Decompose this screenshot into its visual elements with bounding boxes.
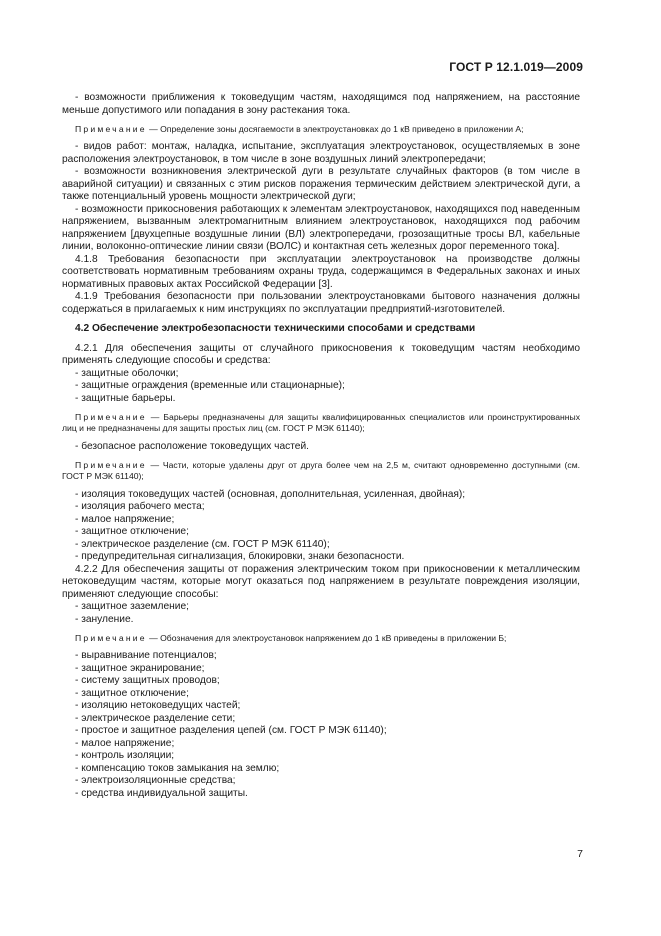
list-item: - изоляция рабочего места; <box>75 501 205 513</box>
list-item: - защитные оболочки; <box>75 367 179 379</box>
list-item: - электрическое разделение (см. ГОСТ Р МЭК 61140); <box>75 538 330 550</box>
paragraph: - возможности прикосновения работающих к элементам электроустановок, находящихся под наведенным напряжением, вызванным электромагнитным влиянием электроустановок, находящихся под рабочим напряжением [двухцепные воздушные линии (ВЛ) электропередачи, грозозащитные тросы ВЛ, кабельные линии, волоконно-оптические линии связи (ВОЛС) и контактная сеть железных дорог переменного тока]. <box>62 203 580 253</box>
paragraph: - возможности возникновения электрической дуги в результате случайных факторов (в том числе в аварийной ситуации) и связанных с этим рисков поражения термическим действием электрической дуги, а также потенциальный уровень мощности электрической дуги; <box>62 166 580 203</box>
note-label: Примечание <box>75 412 147 423</box>
note-label: Примечание <box>75 633 147 644</box>
paragraph: 4.1.8 Требования безопасности при эксплуатации электроустановок на производстве должны соответствовать нормативным требованиям охраны труда, содержащимся в Федеральных законах и иных нормативных правовых актах Российской Федерации [3]. <box>62 253 580 290</box>
list-item: - предупредительная сигнализация, блокировки, знаки безопасности. <box>75 551 405 563</box>
note-text: Обозначения для электроустановок напряжением до 1 кВ приведены в приложении Б; <box>160 633 507 644</box>
list-item: - защитные ограждения (временные или стационарные); <box>75 380 345 392</box>
note-paragraph: Примечание — Части, которые удалены друг от друга более чем на 2,5 м, считают одновременно доступными (см. ГОСТ Р МЭК 61140); <box>62 460 580 482</box>
list-item: - простое и защитное разделения цепей (см. ГОСТ Р МЭК 61140); <box>75 725 387 737</box>
document-body <box>62 92 580 800</box>
paragraph: - возможности приближения к токоведущим частям, находящимся под напряжением, на расстояние меньше допустимого или попадания в зону растекания тока. <box>62 92 580 116</box>
paragraph: 4.2.2 Для обеспечения защиты от поражения электрическим током при прикосновении к металлическим нетоковедущим частям, которые могут оказаться под напряжением в результате повреждения изоляции, применяют следующие способы: <box>62 563 580 600</box>
list-item: - защитные барьеры. <box>75 392 176 404</box>
list-item: - выравнивание потенциалов; <box>75 650 217 662</box>
list-item: - безопасное расположение токоведущих частей. <box>75 440 309 452</box>
note-paragraph: Примечание — Определение зоны досягаемости в электроустановках до 1 кВ приведено в приложении А; <box>75 124 524 134</box>
page-number: 7 <box>577 848 583 860</box>
list-item: - контроль изоляции; <box>75 750 175 762</box>
standard-header: ГОСТ Р 12.1.019—2009 <box>449 60 583 74</box>
list-item: - компенсацию токов замыкания на землю; <box>75 762 280 774</box>
list-item: - изоляция токоведущих частей (основная, дополнительная, усиленная, двойная); <box>75 488 466 500</box>
list-item: - защитное экранирование; <box>75 662 205 674</box>
list-item: - электроизоляционные средства; <box>75 775 236 787</box>
note-label: Примечание <box>75 124 147 134</box>
note-text: Барьеры предназначены для защиты квалифицированных специалистов или проинструктированных лиц и не предназначены для защиты простых лиц (см. ГОСТ Р МЭК 61140); <box>62 412 580 434</box>
list-item: - изоляцию нетоковедущих частей; <box>75 700 241 712</box>
note-paragraph: Примечание — Обозначения для электроустановок напряжением до 1 кВ приведены в приложении Б; <box>75 633 507 644</box>
list-item: - малое напряжение; <box>75 737 175 749</box>
paragraph: 4.2.1 Для обеспечения защиты от случайного прикосновения к токоведущим частям необходимо применять следующие способы и средства: <box>62 342 580 367</box>
note-text: Части, которые удалены друг от друга более чем на 2,5 м, считают одновременно доступными (см. ГОСТ Р МЭК 61140); <box>62 460 580 482</box>
list-item: - малое напряжение; <box>75 513 175 525</box>
note-paragraph: Примечание — Барьеры предназначены для защиты квалифицированных специалистов или проинструктированных лиц и не предназначены для защиты простых лиц (см. ГОСТ Р МЭК 61140); <box>62 412 580 434</box>
list-item: - электрическое разделение сети; <box>75 712 236 724</box>
section-heading: 4.2 Обеспечение электробезопасности техническими способами и средствами <box>75 323 476 335</box>
list-item: - систему защитных проводов; <box>75 675 220 687</box>
paragraph: - видов работ: монтаж, наладка, испытание, эксплуатация электроустановок, осуществляемых в зоне расположения электроустановок, в том числе в зоне воздушных линий электропередачи; <box>62 141 580 165</box>
list-item: - зануление. <box>75 613 134 625</box>
list-item: - средства индивидуальной защиты. <box>75 787 248 799</box>
note-label: Примечание <box>75 460 147 471</box>
list-item: - защитное заземление; <box>75 601 189 613</box>
note-text: Определение зоны досягаемости в электроустановках до 1 кВ приведено в приложении А; <box>160 124 524 134</box>
list-item: - защитное отключение; <box>75 687 189 699</box>
paragraph: 4.1.9 Требования безопасности при пользовании электроустановками бытового назначения должны содержаться в прилагаемых к ним инструкциях по эксплуатации предприятий-изготовителей. <box>62 291 580 315</box>
list-item: - защитное отключение; <box>75 526 189 538</box>
